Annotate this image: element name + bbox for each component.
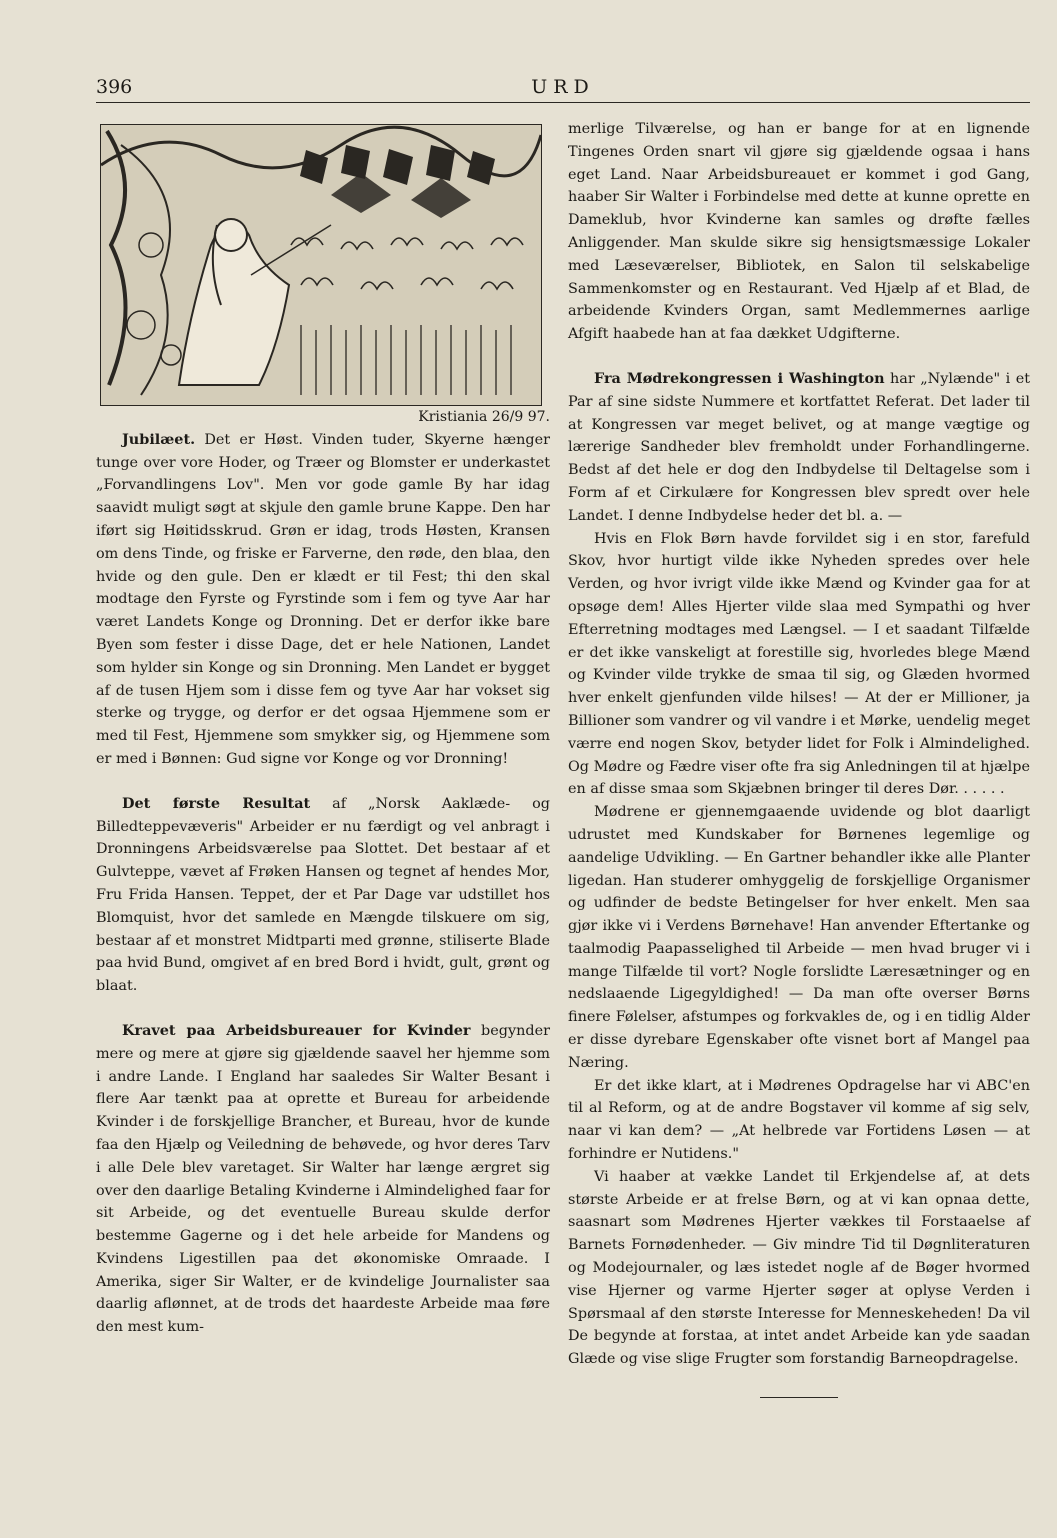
illustration-woman-weaving — [100, 124, 542, 406]
paragraph-appeal: Vi haaber at vække Landet til Erkjendelse af, at dets største Arbeide er at frelse Børn, og at vi kan opnaa dette, saasnart som Mødrenes Hjerter vækkes til Forstaaelse af Barnets Fornødenheder. — Giv mindre Tid til Døgnliteraturen og Modejournaler, og læs istedet nogle af de Bøger hvormed vise Hjerner og varme Hjerter søger at oplyse Verden i Spørsmaal af den største Interesse for Menneskeheden! Da vil De begynde at forstaa, at intet andet Arbeide kan yde saadan Glæde og vise slige Frugter som forstandig Barneopdragelse. — [568, 1168, 1030, 1368]
illustration-caption: Kristiania 26/9 97. — [418, 409, 550, 425]
article-jubilee-text: Det er Høst. Vinden tuder, Skyerne hænger tunge over vore Hoder, og Træer og Blomster er underkastet „Forvandlingens Lov". Men vor gode gamle By har idag saavidt muligt søgt at skjule den gamle brune Kappe. Den har iført sig Høitidsskrud. Grøn er idag, trods Høsten, Kransen om dens Tinde, og friske er Farverne, den røde, den blaa, den hvide og den gule. Den er klædt er til Fest; thi den skal modtage den Fyrste og Fyrstinde som i fem og tyve Aar har været Landets Konge og Dronning. Det er derfor ikke bare Byen som fester i disse Dage, det er hele Nationen, Landet som hylder sin Konge og sin Dronning. Men Landet er bygget af de tusen Hjem som i disse fem og tyve Aar har vokset sig sterke og trygge, og derfor er det ogsaa Hjemmene som er med til Fest, Hjemmene som smykker sig, og Hjemmene som er med i Bønnen: Gud signe vor Konge og vor Dronning! — [96, 431, 550, 767]
article-bureaus-heading: Kravet paa Arbeidsbureauer for Kvinder — [122, 1021, 471, 1039]
paragraph-reform: Er det ikke klart, at i Mødrenes Opdragelse har vi ABC'en til al Reform, og at de andre Bogstaver vil komme af sig selv, naar vi kan dem? — „At helbrede var Fortidens Løsen — at forhindre er Nutidens." — [568, 1077, 1030, 1163]
article-jubilee-heading: Jubilæet. — [122, 430, 196, 448]
running-title: URD — [531, 76, 595, 98]
article-bureaus-text: begynder mere og mere at gjøre sig gjældende saavel her hjemme som i andre Lande. I England har saaledes Sir Walter Besant i flere Aar tænkt paa at oprette et Bureau for arbeidende Kvinder i de forskjellige Brancher, et Bureau, hvor de kunde faa den Hjælp og Veiledning de behøvede, og hvor deres Tarv i alle Dele blev varetaget. Sir Walter har længe ærgret sig over den daarlige Betaling Kvinderne i Almindelighed faar for sit Arbeide, og det eventuelle Bureau skulde derfor bestemme Gagerne og i det hele arbeide for Mandens og Kvindens Ligestillen paa det økonomiske Omraade. I Amerika, siger Sir Walter, er de kvindelige Journalister saa daarlig aflønnet, at de trods det haardeste Arbeide maa føre den mest kum- — [96, 1022, 550, 1336]
article-mothers-congress-text: har „Nylænde" i et Par af sine sidste Nummere et kortfattet Referat. Det lader til at Kongressen var meget belivet, og at mange vægtige og lærerige Sandheder blev fremholdt under Forhandlingerne. Bedst af det hele er dog den Indbydelse til Deltagelse som i Form af et Cirkulære for Kongressen blev spredt over hele Landet. I denne Indbydelse heder det bl. a. — — [568, 370, 1030, 524]
article-mothers-congress-heading: Fra Mødrekongressen i Washington — [594, 369, 885, 387]
article-tapestry — [96, 793, 550, 998]
woodcut-illustration — [101, 125, 541, 405]
paragraph-mothers-ignorance: Mødrene er gjennemgaaende uvidende og blot daarligt udrustet med Kundskaber for Børnenes legemlige og aandelige Udvikling. — En Gartner behandler ikke alle Planter ligedan. Han studerer omhyggelig de forskjellige Organismer og udfinder de bedste Betingelser for hver enkelt. Men saa gjør ikke vi i Verdens Børnehave! Han anvender Eftertanke og taalmodig Paapasselighed til Arbeide — men hvad bruger vi i mange Tilfælde til vort? Nogle forslidte Læresætninger og en nedslaaende Ligegyldighed! — Da man ofte overser Børns finere Følelser, afstumpes og forkvakles de, og i en tidlig Alder er disse dyrebare Egenskaber ofte visnet bort af Mangel paa Næring. — [568, 804, 1030, 1071]
paragraph-lost-children: Hvis en Flok Børn havde forvildet sig i en stor, farefuld Skov, hvor hurtigt vilde ikke Nyheden spredes over hele Verden, og hvor ivrigt vilde ikke Mænd og Kvinder gaa for at opsøge dem! Alles Hjerter vilde slaa med Sympathi og hver Efterretning modtages med Længsel. — I et saadant Tilfælde er det ikke vanskeligt at forestille sig, hvorledes blege Mænd og Kvinder vilde trykke de smaa til sig, og Glæden hvormed hver enkelt gjenfunden vilde hilses! — At der er Millioner, ja Billioner som vandrer og vil vandre i et Mørke, uendelig meget værre end nogen Skov, betyder lidet for Folk i Almindelighed. Og Mødre og Fædre viser ofte fra sig Anledningen til at hjælpe en af disse smaa som Skjæbnen bringer til deres Dør. . . . . . — [568, 530, 1030, 798]
article-tapestry-heading: Det første Resultat — [122, 794, 311, 812]
right-column — [568, 118, 1030, 1398]
article-tapestry-text: af „Norsk Aaklæde- og Billedteppevæveris" Arbeider er nu færdigt og vel anbragt i Dronningens Arbeidsværelse paa Slottet. Det bestaar af et Gulvteppe, vævet af Frøken Hansen og tegnet af hendes Mor, Fru Frida Hansen. Teppet, der et Par Dage var udstillet hos Blomquist, hvor det samlede en Mængde tilskuere om sig, bestaar af et monstret Midtparti med grønne, stiliserte Blade paa hvid Bund, omgivet af en bred Bord i hvidt, gult, grønt og blaat. — [96, 795, 550, 995]
article-bureaus — [96, 1020, 550, 1339]
page-header — [96, 72, 1030, 103]
end-rule — [760, 1397, 838, 1398]
article-mothers-congress — [568, 368, 1030, 528]
left-column — [96, 118, 550, 1339]
page-number: 396 — [96, 76, 133, 98]
article-bureaus-continued: merlige Tilværelse, og han er bange for at en lignende Tingenes Orden snart vil gjøre sig gjældende ogsaa i hans eget Land. Naar Arbeidsbureauet er kommet i god Gang, haaber Sir Walter i Forbindelse med dette at kunne oprette en Dameklub, hvor Kvinderne kan samles og drøfte fælles Anliggender. Man skulde sikre sig hensigtsmæssige Lokaler med Læseværelser, Bibliotek, en Salon til selskabelige Sammenkomster og en Restaurant. Ved Hjælp af et Blad, de arbeidende Kvinders Organ, samt Medlemmernes aarlige Afgift haabede han at faa dækket Udgifterne. — [568, 121, 1030, 343]
article-jubilee — [96, 429, 550, 771]
